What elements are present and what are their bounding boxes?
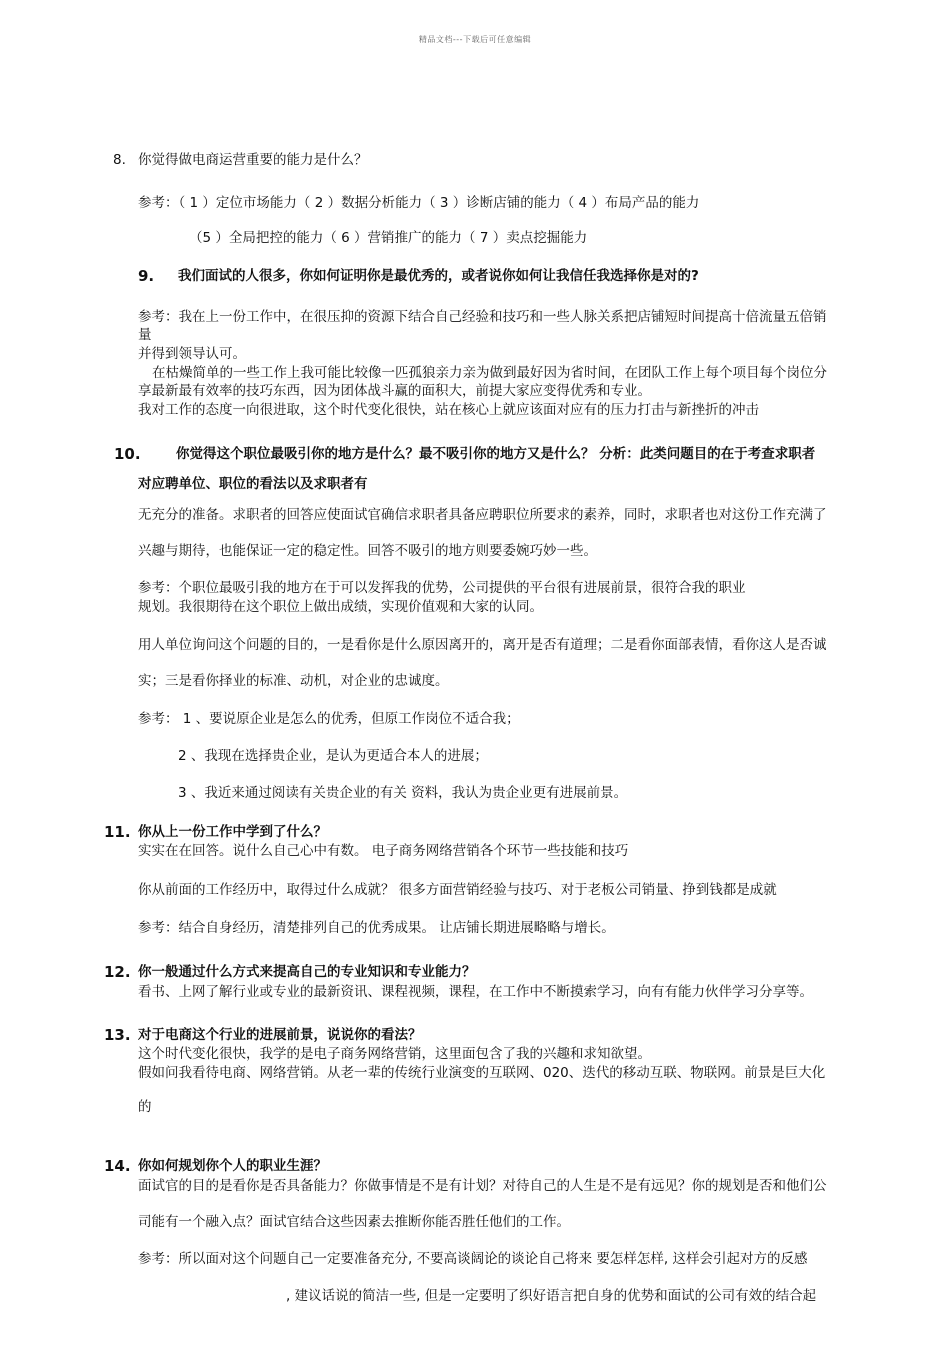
question-10-analysis-line-2: 兴趣与期待，也能保证一定的稳定性。回答不吸引的地方则要委婉巧妙一些。 xyxy=(138,543,597,559)
question-12-title: 你一般通过什么方式来提高自己的专业知识和专业能力？ xyxy=(138,964,476,980)
question-11-answer-line-3: 参考：结合自身经历，清楚排列自己的优秀成果。 让店铺长期进展略略与增长。 xyxy=(138,920,615,936)
question-9-answer-line-1: 参考：我在上一份工作中，在很压抑的资源下结合自己经验和技巧和一些人脉关系把店铺短时间提高十倍流量五倍销 xyxy=(138,309,827,325)
question-10-number: 10. xyxy=(114,445,141,463)
question-13-answer-line-1: 这个时代变化很快，我学的是电子商务网络营销，这里面包含了我的兴趣和求知欲望。 xyxy=(138,1046,651,1062)
question-8-reference-line-2: （5 ）全局把控的能力（ 6 ）营销推广的能力（ 7 ）卖点挖掘能力 xyxy=(189,230,588,246)
question-9-answer-line-3: 并得到领导认可。 xyxy=(138,346,246,362)
question-9-number: 9. xyxy=(138,267,155,285)
question-14-answer-line-1: 面试官的目的是看你是否具备能力？你做事情是不是有计划？对待自己的人生是不是有远见？你的规划是否和他们公 xyxy=(138,1178,827,1194)
question-10-suggestion-3: 3 、我近来通过阅读有关贵企业的有关 资料，我认为贵企业更有进展前景。 xyxy=(178,785,628,801)
question-14-title: 你如何规划你个人的职业生涯？ xyxy=(138,1158,327,1174)
question-10-reference-line-1: 参考：个职位最吸引我的地方在于可以发挥我的优势，公司提供的平台很有进展前景，很符合我的职业 xyxy=(138,580,746,596)
question-10-suggestion-1: 参考： 1 、要说原企业是怎么的优秀，但原工作岗位不适合我； xyxy=(138,711,520,727)
question-9-answer-line-6: 我对工作的态度一向很进取，这个时代变化很快，站在核心上就应该面对应有的压力打击与新挫折的冲击 xyxy=(138,402,759,418)
question-11-title: 你从上一份工作中学到了什么？ xyxy=(138,824,327,840)
question-10-reference-line-2: 规划。我很期待在这个职位上做出成绩，实现价值观和大家的认同。 xyxy=(138,599,543,615)
question-10-purpose-line-2: 实；三是看你择业的标准、动机，对企业的忠诚度。 xyxy=(138,673,449,689)
question-10-analysis-line-1: 无充分的准备。求职者的回答应使面试官确信求职者具备应聘职位所要求的素养，同时，求职者也对这份工作充满了 xyxy=(138,507,827,523)
question-10-suggestion-2: 2 、我现在选择贵企业，是认为更适合本人的进展； xyxy=(178,748,488,764)
question-10-purpose-line-1: 用人单位询问这个问题的目的，一是看你是什么原因离开的，离开是否有道理；二是看你面部表情，看你这人是否诚 xyxy=(138,637,827,653)
question-14-reference-line-2: , 建议话说的简洁一些, 但是一定要明了织好语言把自身的优势和面试的公司有效的结合起 xyxy=(286,1288,817,1304)
question-10-title-line-2: 对应聘单位、职位的看法以及求职者有 xyxy=(138,476,368,492)
page-header: 精品文档---下载后可任意编辑 xyxy=(418,35,532,44)
question-12-number: 12. xyxy=(104,963,131,981)
question-8-number: 8. xyxy=(113,152,126,168)
question-13-title: 对于电商这个行业的进展前景，说说你的看法？ xyxy=(138,1027,422,1043)
question-10-title-line-1: 你觉得这个职位最吸引你的地方是什么？最不吸引你的地方又是什么？ 分析：此类问题目的在于考查求职者 xyxy=(176,446,816,462)
question-11-answer-line-2: 你从前面的工作经历中，取得过什么成就？ 很多方面营销经验与技巧、对于老板公司销量、挣到钱都是成就 xyxy=(138,882,777,898)
question-13-number: 13. xyxy=(104,1026,131,1044)
question-9-answer-line-2: 量 xyxy=(138,327,152,343)
question-8-title: 你觉得做电商运营重要的能力是什么？ xyxy=(138,152,368,168)
question-11-number: 11. xyxy=(104,823,131,841)
question-11-answer-line-1: 实实在在回答。说什么自己心中有数。 电子商务网络营销各个环节一些技能和技巧 xyxy=(138,843,629,859)
question-14-reference-line-1: 参考：所以面对这个问题自己一定要准备充分, 不要高谈阔论的谈论自己将来 要怎样怎样, 这样会引起对方的反感 xyxy=(138,1251,808,1267)
question-13-answer-line-2: 假如问我看待电商、网络营销。从老一辈的传统行业演变的互联网、020、迭代的移动互联、物联网。前景是巨大化 xyxy=(138,1065,826,1081)
question-14-answer-line-2: 司能有一个融入点？面试官结合这些因素去推断你能否胜任他们的工作。 xyxy=(138,1214,570,1230)
question-12-answer: 看书、上网了解行业或专业的最新资讯、课程视频，课程，在工作中不断摸索学习，向有有能力伙伴学习分享等。 xyxy=(138,984,813,1000)
question-8-reference-line-1: 参考：（ 1 ）定位市场能力（ 2 ）数据分析能力（ 3 ）诊断店铺的能力（ 4 ）布局产品的能力 xyxy=(138,195,700,211)
question-9-answer-line-5: 享最新最有效率的技巧东西，因为团体战斗赢的面积大，前提大家应变得优秀和专业。 xyxy=(138,383,651,399)
question-9-answer-line-4: 在枯燥简单的一些工作上我可能比较像一匹孤狼亲力亲为做到最好因为省时间，在团队工作上每个项目每个岗位分 xyxy=(152,365,827,381)
question-9-title: 我们面试的人很多，你如何证明你是最优秀的，或者说你如何让我信任我选择你是对的? xyxy=(178,268,699,284)
question-13-answer-line-3: 的 xyxy=(138,1099,152,1115)
question-14-number: 14. xyxy=(104,1157,131,1175)
